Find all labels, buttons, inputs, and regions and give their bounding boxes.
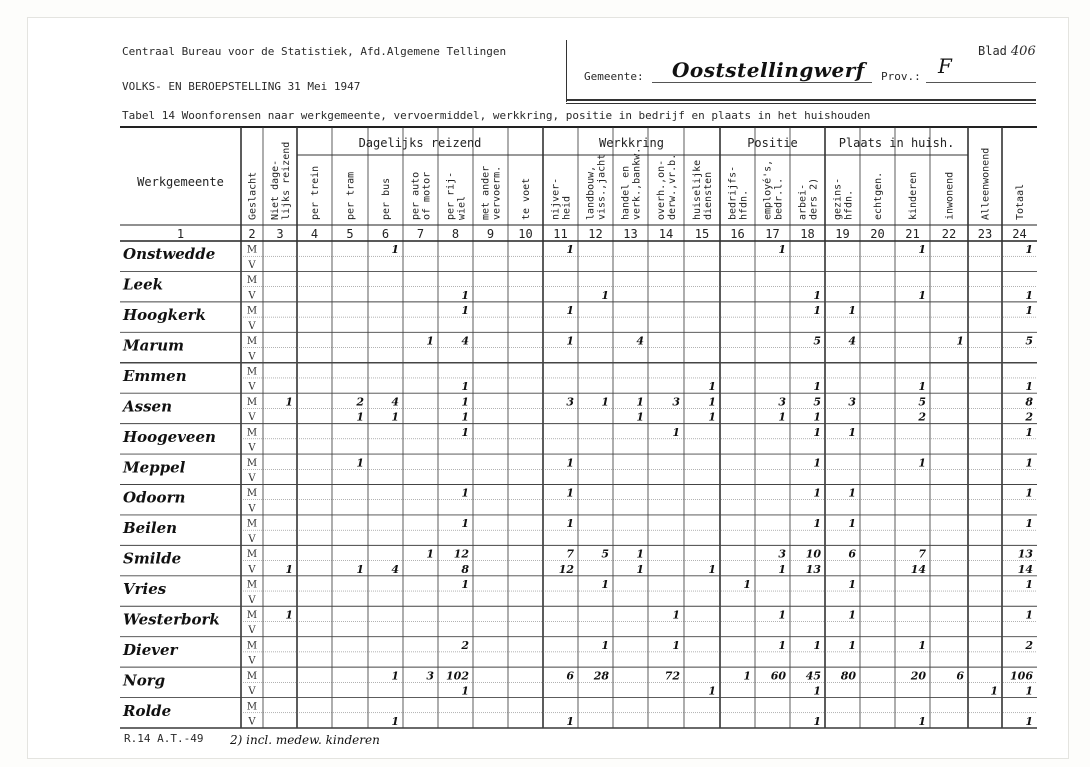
cell-value: 1 <box>848 304 856 318</box>
cell-value: 1 <box>813 410 821 424</box>
sex-m: M <box>246 518 258 530</box>
cell-value: 1 <box>918 638 926 652</box>
werkgemeente-beilen: Beilen <box>123 519 178 538</box>
sex-v: V <box>248 594 256 606</box>
cell-value: 1 <box>743 669 751 683</box>
cell-value: 2 <box>1025 410 1033 424</box>
cell-value: 1 <box>636 547 644 561</box>
cell-value: 4 <box>461 334 469 348</box>
cell-value: 1 <box>1025 456 1033 470</box>
column-header: lijks reizend <box>281 141 292 220</box>
sex-v: V <box>248 351 256 363</box>
cell-value: 1 <box>672 425 680 439</box>
sex-v: V <box>248 320 256 332</box>
cell-value: 1 <box>636 562 644 576</box>
werkgemeente-smilde: Smilde <box>123 549 182 568</box>
cell-value: 1 <box>743 578 751 592</box>
sex-m: M <box>246 488 258 500</box>
cell-value: 1 <box>918 380 926 394</box>
werkgemeente-marum: Marum <box>123 336 185 355</box>
cell-value: 1 <box>636 410 644 424</box>
column-header: overh.,on- <box>656 159 667 220</box>
cell-value: 1 <box>461 395 469 409</box>
column-number: 4 <box>310 227 319 241</box>
cell-value: 1 <box>461 684 469 698</box>
blad-label: Blad <box>978 44 1007 58</box>
cell-value: 1 <box>813 486 821 500</box>
sex-v: V <box>248 533 256 545</box>
cell-value: 1 <box>566 456 574 470</box>
cell-value: 1 <box>1025 425 1033 439</box>
column-number: 3 <box>276 227 284 241</box>
column-header: arbei- <box>797 183 809 220</box>
cell-value: 1 <box>918 715 926 728</box>
cell-value: 1 <box>918 243 926 257</box>
footnote: 2) incl. medew. kinderen <box>230 733 380 747</box>
cell-value: 1 <box>566 334 574 348</box>
gemeente-label: Gemeente: <box>584 70 644 83</box>
column-header: echtgen. <box>873 171 884 220</box>
cell-value: 1 <box>426 334 434 348</box>
column-header: te voet <box>521 177 532 220</box>
sex-m: M <box>246 549 258 561</box>
sex-m: M <box>246 275 258 287</box>
cell-value: 1 <box>601 578 609 592</box>
werkgemeente-hoogkerk: Hoogkerk <box>123 306 206 325</box>
column-header: gezins- <box>832 177 844 220</box>
cell-value: 1 <box>636 395 644 409</box>
cell-value: 4 <box>391 395 399 409</box>
cell-value: 12 <box>558 562 574 576</box>
werkgemeente-rolde: Rolde <box>123 701 172 720</box>
sex-m: M <box>246 366 258 378</box>
cell-value: 1 <box>848 425 856 439</box>
column-header: per bus <box>381 177 392 220</box>
cell-value: 5 <box>813 334 821 348</box>
sex-v: V <box>248 290 256 302</box>
cell-value: 1 <box>672 638 680 652</box>
cell-value: 1 <box>356 562 364 576</box>
column-header: of motor <box>421 171 433 220</box>
cell-value: 1 <box>461 517 469 531</box>
cell-value: 1 <box>848 578 856 592</box>
column-number: 18 <box>800 227 815 241</box>
cell-value: 14 <box>1017 562 1033 576</box>
cell-value: 3 <box>778 395 786 409</box>
cell-value: 1 <box>461 304 469 318</box>
group-header: Plaats in huish. <box>838 136 955 150</box>
cell-value: 6 <box>848 547 856 561</box>
sex-v: V <box>248 655 256 667</box>
werkgemeente-diever: Diever <box>123 640 178 659</box>
cell-value: 1 <box>391 410 399 424</box>
cell-value: 1 <box>778 562 786 576</box>
column-number: 14 <box>658 227 674 241</box>
cell-value: 6 <box>956 669 964 683</box>
column-header: employé's, <box>762 159 774 220</box>
cell-value: 1 <box>566 715 574 728</box>
werkgemeente-emmen: Emmen <box>123 366 187 385</box>
cell-value: 7 <box>566 547 574 561</box>
bureau-title: Centraal Bureau voor de Statistiek, Afd.Algemene Tellingen <box>122 45 507 58</box>
cell-value: 1 <box>813 425 821 439</box>
sex-m: M <box>246 427 258 439</box>
prov-label: Prov.: <box>881 70 921 83</box>
column-number: 20 <box>870 227 885 241</box>
cell-value: 1 <box>285 608 293 622</box>
column-header: vervoerm. <box>491 165 503 220</box>
cell-value: 1 <box>285 562 293 576</box>
cell-value: 1 <box>708 562 716 576</box>
cell-value: 4 <box>636 334 644 348</box>
sex-m: M <box>246 609 258 621</box>
sex-m: M <box>246 579 258 591</box>
column-number: 12 <box>588 227 603 241</box>
sex-v: V <box>248 259 256 271</box>
cell-value: 5 <box>918 395 926 409</box>
column-number: 2 <box>248 227 256 241</box>
cell-value: 1 <box>461 410 469 424</box>
sex-v: V <box>248 412 256 424</box>
cell-value: 1 <box>708 410 716 424</box>
cell-value: 3 <box>426 669 434 683</box>
cell-value: 13 <box>1017 547 1033 561</box>
cell-value: 1 <box>848 517 856 531</box>
column-number: 19 <box>835 227 850 241</box>
group-header: Positie <box>747 136 798 150</box>
cell-value: 1 <box>601 638 609 652</box>
cell-value: 20 <box>910 669 926 683</box>
cell-value: 1 <box>778 410 786 424</box>
column-header: hfdn. <box>843 189 855 220</box>
cell-value: 1 <box>461 578 469 592</box>
sex-m: M <box>246 701 258 713</box>
cell-value: 10 <box>805 547 821 561</box>
cell-value: 106 <box>1010 669 1033 683</box>
cell-value: 1 <box>601 395 609 409</box>
column-header: inwonend <box>944 171 956 220</box>
column-header: nijver- <box>550 177 562 220</box>
column-header: bedrijfs- <box>727 165 739 220</box>
werkgemeente-hoogeveen: Hoogeveen <box>123 427 216 446</box>
cell-value: 2 <box>918 410 926 424</box>
cell-value: 1 <box>601 288 609 302</box>
column-header: Niet dage- <box>270 159 281 220</box>
column-number: 10 <box>518 227 533 241</box>
cell-value: 1 <box>1025 715 1033 728</box>
werkgemeente-vries: Vries <box>123 580 167 599</box>
column-number: 13 <box>623 227 638 241</box>
cell-value: 80 <box>840 669 856 683</box>
column-header: ders 2) <box>808 177 820 220</box>
cell-value: 1 <box>1025 304 1033 318</box>
blad-number: 406 <box>1010 44 1036 59</box>
cell-value: 1 <box>461 288 469 302</box>
sex-v: V <box>248 716 256 728</box>
sex-m: M <box>246 305 258 317</box>
column-number: 7 <box>416 227 425 241</box>
cell-value: 45 <box>805 669 821 683</box>
sex-m: M <box>246 244 258 256</box>
column-header: heid <box>561 195 573 220</box>
sex-v: V <box>248 625 256 637</box>
cell-value: 3 <box>848 395 856 409</box>
cell-value: 8 <box>1025 395 1033 409</box>
cell-value: 1 <box>813 684 821 698</box>
cell-value: 1 <box>813 638 821 652</box>
cell-value: 1 <box>285 395 293 409</box>
cell-value: 1 <box>461 425 469 439</box>
cell-value: 102 <box>446 669 469 683</box>
cell-value: 3 <box>778 547 786 561</box>
cell-value: 5 <box>601 547 609 561</box>
sex-v: V <box>248 381 256 393</box>
sex-m: M <box>246 457 258 469</box>
column-header: Totaal <box>1015 183 1026 220</box>
column-header: wiel <box>456 195 468 220</box>
cell-value: 72 <box>664 669 680 683</box>
cell-value: 1 <box>461 486 469 500</box>
cell-value: 1 <box>813 517 821 531</box>
werkgemeente-assen: Assen <box>123 397 172 416</box>
cell-value: 5 <box>813 395 821 409</box>
column-number: 21 <box>905 227 920 241</box>
cell-value: 2 <box>461 638 469 652</box>
sex-v: V <box>248 564 256 576</box>
column-number: 1 <box>176 227 185 241</box>
cell-value: 1 <box>918 288 926 302</box>
cell-value: 2 <box>1025 638 1033 652</box>
cell-value: 1 <box>426 547 434 561</box>
cell-value: 1 <box>1025 517 1033 531</box>
column-header: per auto <box>410 171 422 220</box>
cell-value: 2 <box>356 395 364 409</box>
cell-value: 1 <box>990 684 998 698</box>
column-header: handel en <box>620 165 632 220</box>
cell-value: 1 <box>813 288 821 302</box>
cell-value: 1 <box>813 304 821 318</box>
werkgemeente-norg: Norg <box>123 671 166 690</box>
column-number: 5 <box>346 227 354 241</box>
group-header: Dagelijks reizend <box>358 136 482 150</box>
form-code: R.14 A.T.-49 <box>124 732 204 745</box>
cell-value: 12 <box>453 547 469 561</box>
column-header: diensten <box>703 171 714 220</box>
cell-value: 28 <box>593 669 609 683</box>
cell-value: 60 <box>770 669 786 683</box>
sex-v: V <box>248 473 256 484</box>
column-header: hfdn. <box>738 189 750 220</box>
cell-value: 1 <box>1025 608 1033 622</box>
column-header: landbouw, <box>585 165 597 220</box>
sex-m: M <box>246 336 258 348</box>
table-title: Tabel 14 Woonforensen naar werkgemeente, vervoermiddel, werkkring, positie in bedrijf en plaats in het huishouden <box>122 109 871 122</box>
column-header: Alleenwonend <box>980 147 992 220</box>
census-title: VOLKS- EN BEROEPSTELLING 31 Mei 1947 <box>122 80 361 93</box>
cell-value: 1 <box>813 456 821 470</box>
cell-value: 1 <box>391 243 399 257</box>
cell-value: 8 <box>461 562 469 576</box>
cell-value: 7 <box>918 547 926 561</box>
cell-value: 4 <box>391 562 399 576</box>
cell-value: 3 <box>672 395 680 409</box>
cell-value: 1 <box>1025 243 1033 257</box>
column-header: per tram <box>345 171 357 220</box>
cell-value: 5 <box>1025 334 1033 348</box>
sex-m: M <box>246 670 258 682</box>
cell-value: 1 <box>566 304 574 318</box>
cell-value: 1 <box>566 243 574 257</box>
cell-value: 1 <box>813 715 821 728</box>
column-number: 17 <box>765 227 780 241</box>
cell-value: 14 <box>910 562 926 576</box>
column-header: met ander <box>480 165 492 220</box>
werkgemeente-meppel: Meppel <box>123 458 186 477</box>
cell-value: 1 <box>918 456 926 470</box>
cell-value: 1 <box>778 638 786 652</box>
cell-value: 1 <box>566 486 574 500</box>
column-header: verk.,bankw. <box>631 147 643 220</box>
gemeente-value: Ooststellingwerf <box>672 58 865 82</box>
cell-value: 1 <box>461 380 469 394</box>
cell-value: 1 <box>1025 684 1033 698</box>
cell-value: 1 <box>566 517 574 531</box>
column-number: 8 <box>451 227 460 241</box>
sex-v: V <box>248 503 256 515</box>
cell-value: 1 <box>848 608 856 622</box>
cell-value: 1 <box>848 486 856 500</box>
cell-value: 1 <box>778 243 786 257</box>
cell-value: 1 <box>778 608 786 622</box>
column-header: derw.,vr.b. <box>667 153 678 220</box>
cell-value: 13 <box>805 562 821 576</box>
column-number: 9 <box>486 227 495 241</box>
sex-v: V <box>248 686 256 698</box>
column-header: bedr.l. <box>773 177 785 220</box>
cell-value: 4 <box>848 334 856 348</box>
cell-value: 1 <box>813 380 821 394</box>
cell-value: 1 <box>708 395 716 409</box>
column-number: 6 <box>381 227 390 241</box>
column-header: Geslacht <box>247 171 259 220</box>
column-number: 24 <box>1012 227 1027 241</box>
werkgemeente-westerbork: Westerbork <box>123 610 220 629</box>
cell-value: 1 <box>672 608 680 622</box>
column-number: 11 <box>553 227 568 241</box>
column-number: 22 <box>941 227 957 241</box>
column-header: per rij- <box>445 171 457 220</box>
column-header: Werkgemeente <box>137 175 224 189</box>
column-header: viss.,jacht <box>596 153 608 220</box>
cell-value: 6 <box>566 669 574 683</box>
group-header: Werkkring <box>598 136 665 150</box>
column-number: 16 <box>730 227 745 241</box>
cell-value: 1 <box>956 334 964 348</box>
cell-value: 1 <box>1025 578 1033 592</box>
werkgemeente-leek: Leek <box>123 275 164 294</box>
sex-v: V <box>248 442 256 454</box>
column-header: per trein <box>310 165 321 220</box>
prov-value: F <box>938 54 952 78</box>
cell-value: 1 <box>1025 380 1033 394</box>
sex-m: M <box>246 396 258 408</box>
cell-value: 1 <box>708 684 716 698</box>
werkgemeente-odoorn: Odoorn <box>123 488 186 507</box>
column-header: kinderen <box>908 171 919 220</box>
cell-value: 1 <box>356 456 364 470</box>
cell-value: 1 <box>356 410 364 424</box>
cell-value: 1 <box>391 669 399 683</box>
cell-value: 3 <box>566 395 574 409</box>
cell-value: 1 <box>708 380 716 394</box>
cell-value: 1 <box>1025 288 1033 302</box>
column-number: 23 <box>977 227 993 241</box>
werkgemeente-onstwedde: Onstwedde <box>123 245 216 264</box>
column-header: huiselijke <box>692 159 703 220</box>
sex-m: M <box>246 640 258 652</box>
column-number: 15 <box>694 227 710 241</box>
cell-value: 1 <box>1025 486 1033 500</box>
cell-value: 1 <box>391 715 399 728</box>
cell-value: 1 <box>848 638 856 652</box>
